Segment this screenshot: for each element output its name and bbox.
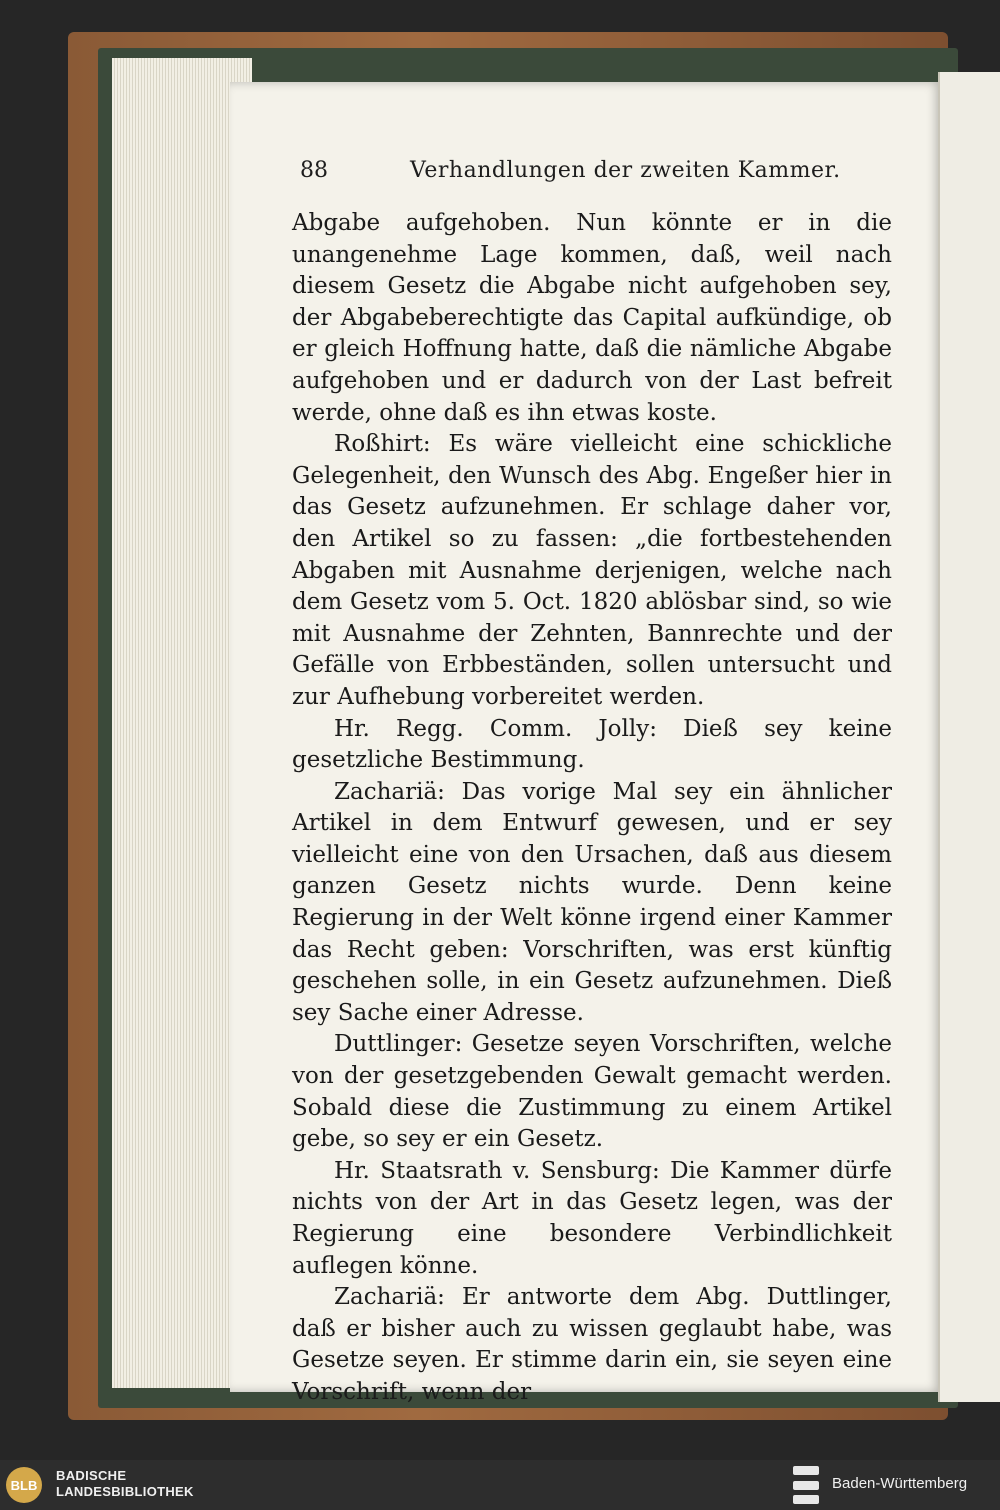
state-name[interactable]: Baden-Württemberg <box>832 1475 968 1492</box>
coat-of-arms-icon <box>793 1466 819 1504</box>
footer-bar <box>0 1460 1000 1510</box>
page-number: 88 <box>300 158 328 183</box>
paragraph: Zachariä: Das vorige Mal sey ein ähnlicher Artikel in dem Entwurf gewesen, und er sey vielleicht eine von den Ursachen, daß aus diesem ganzen Gesetz nichts wurde. Denn keine Regierung in der Welt könne irgend einer Kammer das Recht geben: Vorschriften, was erst künftig geschehen solle, in ein Gesetz aufzunehmen. Dieß sey Sache einer Adresse. <box>292 778 892 1026</box>
right-page-edge <box>938 72 1000 1402</box>
paragraph: Hr. Staatsrath v. Sensburg: Die Kammer dürfe nichts von der Art in das Gesetz legen, was der Regierung eine besondere Verbindlichkeit auflegen könne. <box>292 1157 892 1279</box>
paragraph: Hr. Regg. Comm. Jolly: Dieß sey keine gesetzliche Bestimmung. <box>292 715 892 774</box>
blb-logo-text: BLB <box>10 1477 38 1493</box>
paragraph: Roßhirt: Es wäre vielleicht eine schickliche Gelegenheit, den Wunsch des Abg. Engeßer hier in das Gesetz aufzunehmen. Er schlage daher vor, den Artikel so zu fassen: „die fortbestehenden Abgaben mit Ausnahme derjenigen, welche nach dem Gesetz vom 5. Oct. 1820 ablösbar sind, so wie mit Ausnahme der Zehnten, Bannrechte und der Gefälle von Erbbeständen, sollen untersucht und zur Aufhebung vorbereitet werden. <box>292 431 892 710</box>
library-name[interactable] <box>56 1468 194 1500</box>
blb-logo-icon[interactable] <box>6 1467 42 1503</box>
paragraph: Abgabe aufgehoben. Nun könnte er in die unangenehme Lage kommen, daß, weil nach diesem Gesetz die Abgabe nicht aufgehoben sey, der Abgabeberechtigte das Capital aufkündige, ob er gleich Hoffnung hatte, daß die nämliche Abgabe aufgehoben und er dadurch von der Last befreit werde, ohne daß es ihn etwas koste. <box>292 210 892 426</box>
paragraph: Zachariä: Er antworte dem Abg. Duttlinger, daß er bisher auch zu wissen geglaubt habe, was Gesetze seyen. Er stimme darin ein, sie seyen eine Vorschrift, wenn der <box>292 1284 892 1405</box>
paragraph: Duttlinger: Gesetze seyen Vorschriften, welche von der gesetzgebenden Gewalt gemacht werden. Sobald diese die Zustimmung zu einem Artikel gebe, so sey er ein Gesetz. <box>292 1031 892 1153</box>
library-name-line1: BADISCHE <box>56 1468 127 1483</box>
body-text <box>292 208 892 1409</box>
library-name-line2: LANDESBIBLIOTHEK <box>56 1484 194 1499</box>
running-title: Verhandlungen der zweiten Kammer. <box>410 158 841 183</box>
